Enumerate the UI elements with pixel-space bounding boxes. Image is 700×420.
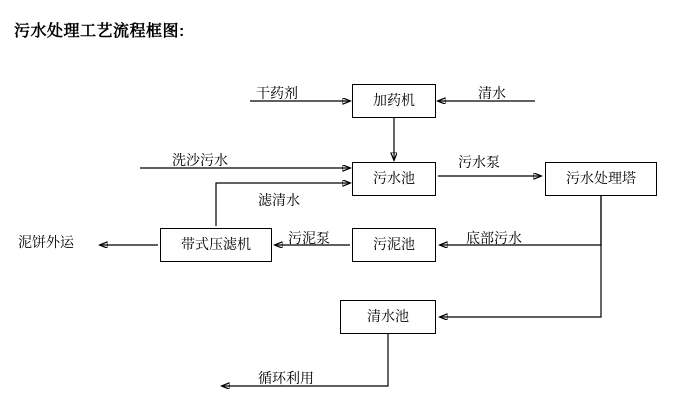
node-clean-water-pool[interactable] [340, 300, 436, 334]
label-bottom-sewage: 底部污水 [466, 230, 522, 246]
node-label: 加药机 [373, 92, 415, 109]
label-sand-wash-sewage: 洗沙污水 [172, 152, 228, 168]
node-label: 清水池 [367, 308, 409, 325]
label-dry-agent: 干药剂 [256, 85, 298, 101]
label-recycle-use: 循环利用 [258, 370, 314, 386]
node-sewage-pool[interactable] [352, 162, 436, 196]
node-treatment-tower[interactable] [545, 162, 657, 196]
node-label: 污水池 [373, 170, 415, 187]
label-filtrate-water: 滤清水 [258, 192, 300, 208]
label-mud-cake-outbound: 泥饼外运 [18, 234, 74, 250]
label-clean-water-input: 清水 [478, 85, 506, 101]
node-label: 污水处理塔 [566, 170, 636, 187]
wire-tower-to-clean-pool [440, 196, 601, 317]
node-belt-filter-press[interactable] [160, 228, 272, 262]
node-sludge-pool[interactable] [352, 228, 436, 262]
node-label: 污泥池 [373, 236, 415, 253]
label-sludge-pump: 污泥泵 [288, 230, 330, 246]
node-label: 带式压滤机 [181, 236, 251, 253]
label-sewage-pump: 污水泵 [458, 154, 500, 170]
node-dosing-machine[interactable] [352, 84, 436, 118]
page-title: 污水处理工艺流程框图: [14, 23, 185, 40]
